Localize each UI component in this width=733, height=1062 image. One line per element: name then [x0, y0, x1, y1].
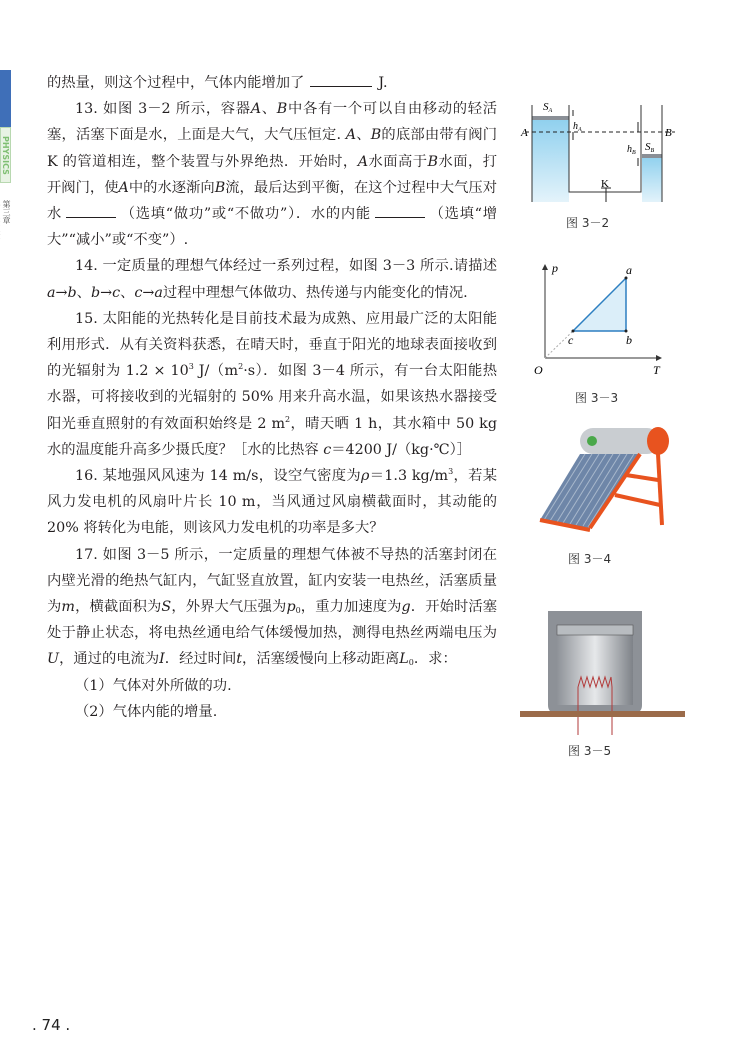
- problem-text: [47, 70, 497, 725]
- chapter-side-label: [1, 200, 11, 248]
- question-17-part-1: （1）气体对外所做的功.: [75, 677, 232, 694]
- svg-text:hB: $h_B$: [627, 144, 636, 156]
- chapter-number: 第三章: [2, 200, 11, 224]
- physics-side-label: PHYSICS: [0, 127, 11, 183]
- figure-3-3-caption: 图 3－3: [575, 391, 619, 405]
- svg-text:SA: SA: [543, 101, 553, 114]
- svg-text:B: B: [665, 127, 672, 139]
- svg-text:SB: SB: [645, 141, 655, 154]
- svg-text:a: a: [626, 263, 632, 277]
- question-13: 13. 如图 3－2 所示，容器A、B中各有一个可以自由移动的轻活塞，活塞下面是水，上面是大气，大气压恒定. A、B的底部由带有阀门 K 的管道相连，整个装置与外界绝热．开始时，A水面高于B水面，打开阀门，使A中的水逐渐向B流，最后达到平衡，在这个过程中大气压对水 （选填“做功”或“不做功”）．水的内能 （选填“增大”“减小”或“不变”）.: [47, 101, 498, 249]
- svg-text:p: p: [552, 261, 558, 275]
- svg-text:T: T: [653, 363, 660, 377]
- svg-text:K: K: [601, 178, 609, 190]
- figure-3-5-caption: 图 3－5: [568, 744, 612, 758]
- svg-text:c: c: [568, 333, 574, 347]
- question-17: 17. 如图 3－5 所示，一定质量的理想气体被不导热的活塞封闭在内壁光滑的绝热气缸内，气缸竖直放置，缸内安装一电热丝，活塞质量为m，横截面积为S，外界大气压强为$p_0$，重力加速度为g．开始时活塞处于静止状态，将电热丝通电给气体缓慢加热，测得电热丝两端电压为U，通过的电流为I．经过时间t，活塞缓慢向上移动距离$L_0$．求：: [47, 546, 498, 668]
- chapter-color-tab: [0, 70, 11, 127]
- figure-3-2-caption: 图 3－2: [566, 216, 610, 230]
- question-16: 16. 某地强风风速为 14 m/s，设空气密度为ρ＝1.3 $kg/m^3$，若某风力发电机的风扇叶片长 10 m，当风通过风扇横截面时，其动能的 20% 将转化为电能，则该风力发电机的功率是多大？: [47, 467, 498, 537]
- question-17-part-2: （2）气体内能的增量.: [75, 703, 218, 720]
- page-number: . 74 .: [32, 1016, 71, 1034]
- figure-3-2-connected-containers: [515, 92, 685, 202]
- svg-text:b: b: [626, 333, 632, 347]
- svg-text:A: A: [521, 127, 528, 139]
- chapter-title: [0, 200, 1, 240]
- answer-blank: [375, 203, 425, 218]
- answer-blank: [310, 72, 372, 87]
- figure-3-3-pT-diagram: [530, 258, 670, 378]
- answer-blank: [66, 203, 116, 218]
- question-15: 15. 太阳能的光热转化是目前技术最为成熟、应用最广泛的太阳能利用形式．从有关资料获悉，在晴天时，垂直于阳光的地球表面接收到的光辐射为 $1.2 \times 10^3$ $J/(m^2\cdot s)$．如图 3－4 所示，有一台太阳能热水器，可将接收到的光辐射的 50% 用来升高水温，如果该热水器接受阳光垂直照射的有效面积始终是 2 $m^2$，晴天晒 1 h，其水箱中 50 kg 水的温度能升高多少摄氏度？［水的比热容 c＝4200 J/（kg·℃）］: [47, 310, 498, 458]
- svg-text:O: O: [534, 363, 543, 377]
- figure-3-5-cylinder-heater: [518, 605, 688, 735]
- svg-text:hA: $h_A$: [573, 121, 582, 133]
- figure-3-4-solar-water-heater: [530, 420, 680, 540]
- continuation-line: 的热量，则这个过程中，气体内能增加了 J.: [47, 70, 497, 96]
- figure-3-4-caption: 图 3－4: [568, 552, 612, 566]
- question-14: 14. 一定质量的理想气体经过一系列过程，如图 3－3 所示.请描述a→b、b→c、c→a过程中理想气体做功、热传递与内能变化的情况.: [47, 258, 497, 301]
